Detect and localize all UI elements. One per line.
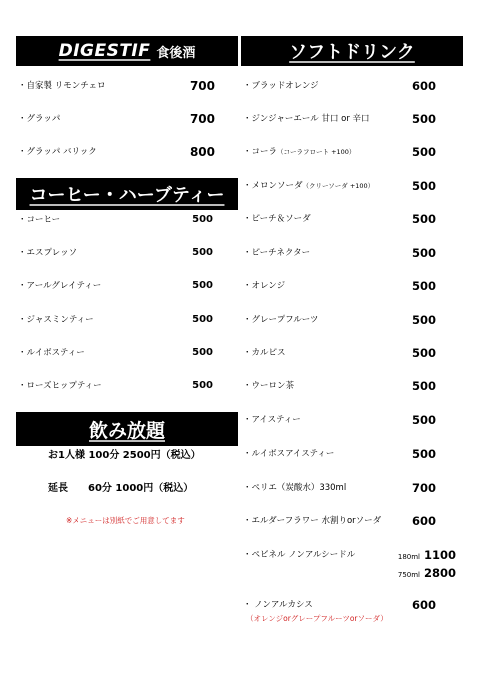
- menu-item-price: 500: [411, 145, 436, 159]
- soft-drinks-title: ソフトドリンク: [289, 42, 415, 63]
- menu-item-name: [243, 180, 374, 192]
- bottle-price: 2800: [423, 566, 456, 580]
- menu-item-name: ・アイスティー: [243, 415, 301, 425]
- all-you-can-drink-price-line: お1人様 100分 2500円（税込）: [48, 450, 201, 461]
- menu-item-name: ・ジンジャーエール 甘口 or 辛口: [243, 114, 370, 124]
- menu-item-option-note: （クリーソーダ +100）: [302, 182, 375, 190]
- menu-item-price: 600: [411, 79, 436, 93]
- menu-item-name: ・エスプレッソ: [18, 248, 78, 258]
- menu-item-name: ・オレンジ: [243, 281, 286, 291]
- menu-item-price: 500: [411, 379, 436, 393]
- bottle-price: 1100: [423, 548, 456, 562]
- menu-item-price: 500: [411, 179, 436, 193]
- menu-item-name: ・エルダーフラワー 水割りorソーダ: [243, 516, 382, 526]
- menu-item-option-note: （コーラフロート +100）: [277, 148, 356, 156]
- digestif-title: DIGESTIF: [58, 41, 151, 61]
- menu-item-price: 500: [192, 314, 213, 325]
- menu-item-price: 500: [411, 246, 436, 260]
- menu-item-name: [243, 146, 355, 158]
- menu-separate-note: ※メニューは別紙でご用意してます: [66, 516, 185, 525]
- menu-item-price: 700: [189, 112, 215, 126]
- menu-item-price: 500: [192, 280, 213, 291]
- menu-item-price: 500: [192, 380, 213, 391]
- menu-item-name: ・ペリエ（炭酸水）330ml: [243, 483, 347, 493]
- menu-item-price-small-bottle: [378, 549, 456, 563]
- digestif-header: [16, 36, 238, 66]
- menu-item-name: ・ ノンアルカシス: [243, 600, 313, 610]
- menu-item-name: ・カルピス: [243, 348, 286, 358]
- menu-item-name: ・ルイボスアイスティー: [243, 449, 335, 459]
- cassis-mixer-note: （オレンジorグレープフルーツorソーダ）: [246, 614, 388, 623]
- menu-item-price: 500: [411, 279, 436, 293]
- menu-item-price-large-bottle: [378, 567, 456, 581]
- menu-item-name: ・自家製 リモンチェロ: [18, 81, 106, 91]
- menu-item-name: ・アールグレイティー: [18, 281, 102, 291]
- menu-item-price: 500: [192, 347, 213, 358]
- menu-item-price: 500: [192, 247, 213, 258]
- menu-item-price: 600: [411, 598, 436, 612]
- coffee-herbal-header: [16, 178, 238, 210]
- menu-item-price: 500: [411, 112, 436, 126]
- menu-item-name: ・ピーチ＆ソーダ: [243, 214, 311, 224]
- menu-item-name: ・ウーロン茶: [243, 381, 295, 391]
- menu-item-main-name: ・コーラ: [243, 147, 278, 157]
- menu-item-price: 500: [411, 447, 436, 461]
- menu-item-price: 700: [189, 79, 215, 93]
- menu-item-name: ・ブラッドオレンジ: [243, 81, 319, 91]
- bottle-volume: 180ml: [397, 553, 420, 561]
- menu-item-price: 800: [189, 145, 215, 159]
- menu-item-price: 500: [411, 413, 436, 427]
- menu-item-name: ・グラッパ: [18, 114, 61, 124]
- menu-item-name: ・ジャスミンティー: [18, 315, 94, 325]
- menu-item-name: ・グレープフルーツ: [243, 315, 319, 325]
- menu-item-price: 500: [411, 212, 436, 226]
- menu-item-name: ・ローズヒップティー: [18, 381, 102, 391]
- menu-item-name: ・コーヒー: [18, 215, 61, 225]
- extension-label: 延長: [48, 483, 68, 494]
- coffee-herbal-title: コーヒー・ハーブティー: [29, 185, 225, 206]
- all-you-can-drink-title: 飲み放題: [88, 419, 165, 442]
- menu-item-name: ・ペビネル ノンアルシードル: [243, 550, 356, 560]
- menu-item-price: 500: [411, 346, 436, 360]
- menu-item-name: ・ルイボスティー: [18, 348, 85, 358]
- menu-item-price: 600: [411, 514, 436, 528]
- menu-item-price: 500: [411, 313, 436, 327]
- all-you-can-drink-header: [16, 412, 238, 446]
- soft-drinks-header: [241, 36, 463, 66]
- menu-item-name: ・ピーチネクター: [243, 248, 311, 258]
- menu-item-name: ・グラッパ バリック: [18, 147, 97, 157]
- menu-item-main-name: ・メロンソーダ: [243, 181, 303, 191]
- menu-item-price: 500: [192, 214, 213, 225]
- menu-item-price: 700: [411, 481, 436, 495]
- bottle-volume: 750ml: [397, 571, 420, 579]
- extension-price-line: 60分 1000円（税込）: [88, 483, 194, 494]
- digestif-subtitle: 食後酒: [156, 45, 196, 61]
